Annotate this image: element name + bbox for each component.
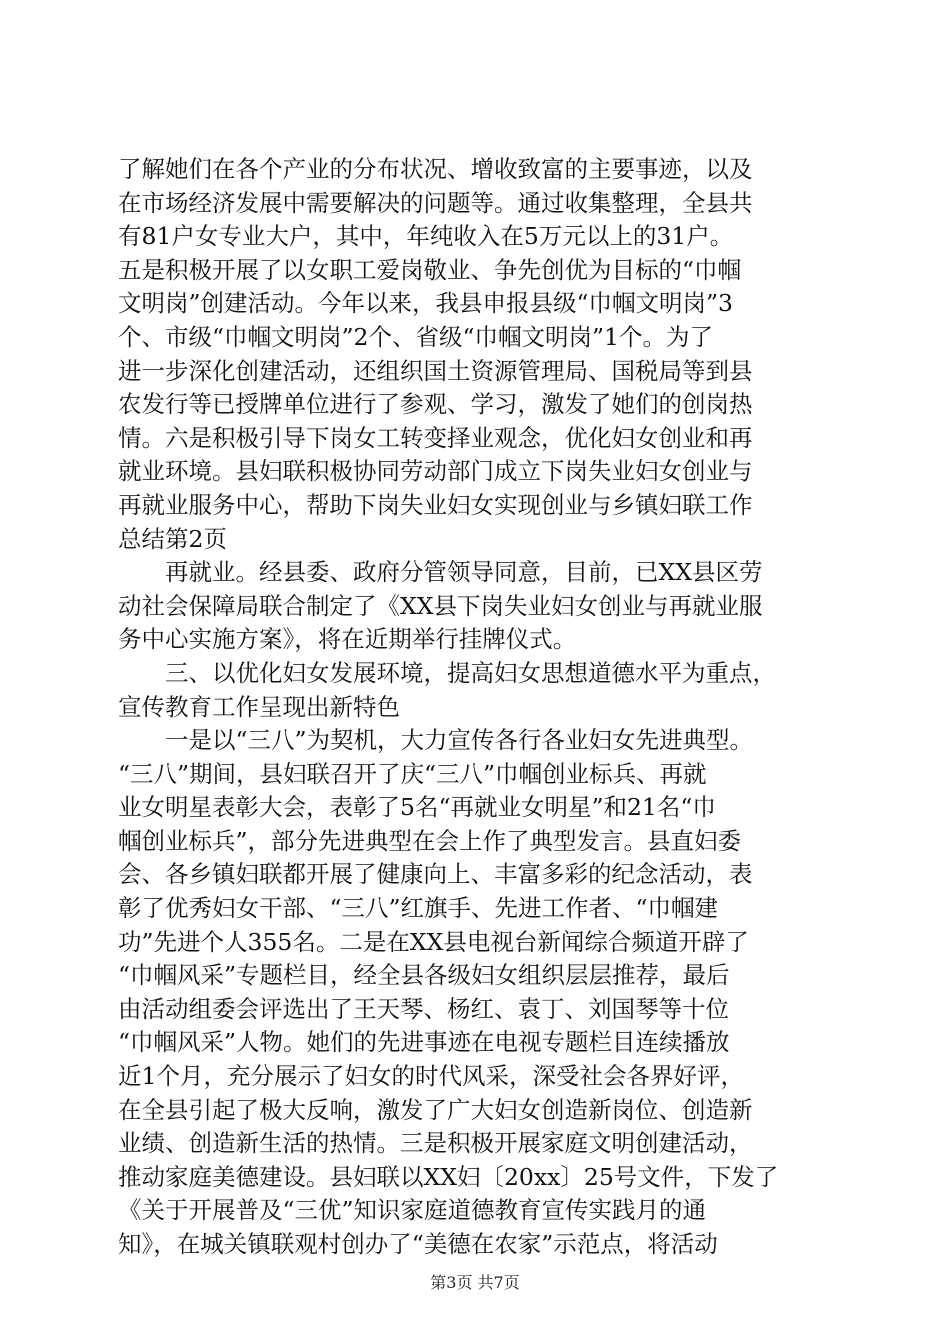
text-line: 推动家庭美德建设。县妇联以XX妇〔20xx〕25号文件，下发了 [118, 1162, 779, 1191]
text-line: 再就业服务中心，帮助下岗失业妇女实现创业与乡镇妇联工作 [118, 490, 753, 519]
text-line: 帼创业标兵”，部分先进典型在会上作了典型发言。县直妇委 [118, 826, 742, 855]
text-line: 再就业。经县委、政府分管领导同意，目前，已XX县区劳 [165, 558, 763, 587]
text-line: “巾帼风采”专题栏目，经全县各级妇女组织层层推荐，最后 [118, 961, 730, 990]
text-line: 在市场经济发展中需要解决的问题等。通过收集整理，全县共 [118, 188, 753, 217]
text-line: 《关于开展普及“三优”知识家庭道德教育宣传实践月的通 [118, 1196, 707, 1225]
text-line: 就业环境。县妇联积极协同劳动部门成立下岗失业妇女创业与 [118, 457, 753, 486]
text-line: 动社会保障局联合制定了《XX县下岗失业妇女创业与再就业服 [118, 591, 763, 620]
text-line: 会、各乡镇妇联都开展了健康向上、丰富多彩的纪念活动，表 [118, 860, 753, 889]
text-line: 了解她们在各个产业的分布状况、增收致富的主要事迹，以及 [118, 155, 753, 183]
text-line: 五是积极开展了以女职工爱岗敬业、争先创优为目标的“巾帼 [118, 255, 742, 284]
document-body [118, 153, 838, 1262]
text-line: 由活动组委会评选出了王天琴、杨红、袁丁、刘国琴等十位 [118, 994, 729, 1023]
text-line: 近1个月，充分展示了妇女的时代风采，深受社会各界好评， [118, 1062, 744, 1091]
text-line: “三八”期间，县妇联召开了庆“三八”巾帼创业标兵、再就 [118, 759, 707, 788]
text-line: 总结第2页 [118, 524, 227, 553]
text-line: 功”先进个人355名。二是在XX县电视台新闻综合频道开辟了 [118, 927, 749, 956]
text-line: 在全县引起了极大反响，激发了广大妇女创造新岗位、创造新 [118, 1095, 753, 1124]
page-number-label: 第3页 共7页 [430, 1273, 520, 1292]
text-line: 农发行等已授牌单位进行了参观、学习，激发了她们的创岗热 [118, 390, 753, 419]
text-line: 进一步深化创建活动，还组织国土资源管理局、国税局等到县 [118, 356, 753, 385]
text-line: 彰了优秀妇女干部、“三八”红旗手、先进工作者、“巾帼建 [118, 894, 719, 923]
text-line: 业绩、创造新生活的热情。三是积极开展家庭文明创建活动， [118, 1129, 753, 1158]
text-line: “巾帼风采”人物。她们的先进事迹在电视专题栏目连续播放 [118, 1028, 730, 1057]
text-line: 有81户女专业大户，其中，年纯收入在5万元以上的31户。 [118, 222, 734, 251]
text-line: 一是以“三八”为契机，大力宣传各行各业妇女先进典型。 [165, 726, 754, 755]
text-line: 业女明星表彰大会，表彰了5名“再就业女明星”和21名“巾 [118, 793, 716, 822]
text-line: 务中心实施方案》，将在近期举行挂牌仪式。 [118, 625, 577, 654]
text-line: 三、以优化妇女发展环境，提高妇女思想道德水平为重点， [165, 658, 776, 687]
text-line: 宣传教育工作呈现出新特色 [118, 692, 400, 721]
text-line: 个、市级“巾帼文明岗”2个、省级“巾帼文明岗”1个。为了 [118, 322, 713, 351]
text-line: 知》，在城关镇联观村创办了“美德在农家”示范点，将活动 [118, 1230, 718, 1258]
text-line: 文明岗”创建活动。今年以来，我县申报县级“巾帼文明岗”3 [118, 289, 733, 318]
text-line: 情。六是积极引导下岗女工转变择业观念，优化妇女创业和再 [118, 423, 753, 452]
page-footer [0, 1273, 950, 1293]
